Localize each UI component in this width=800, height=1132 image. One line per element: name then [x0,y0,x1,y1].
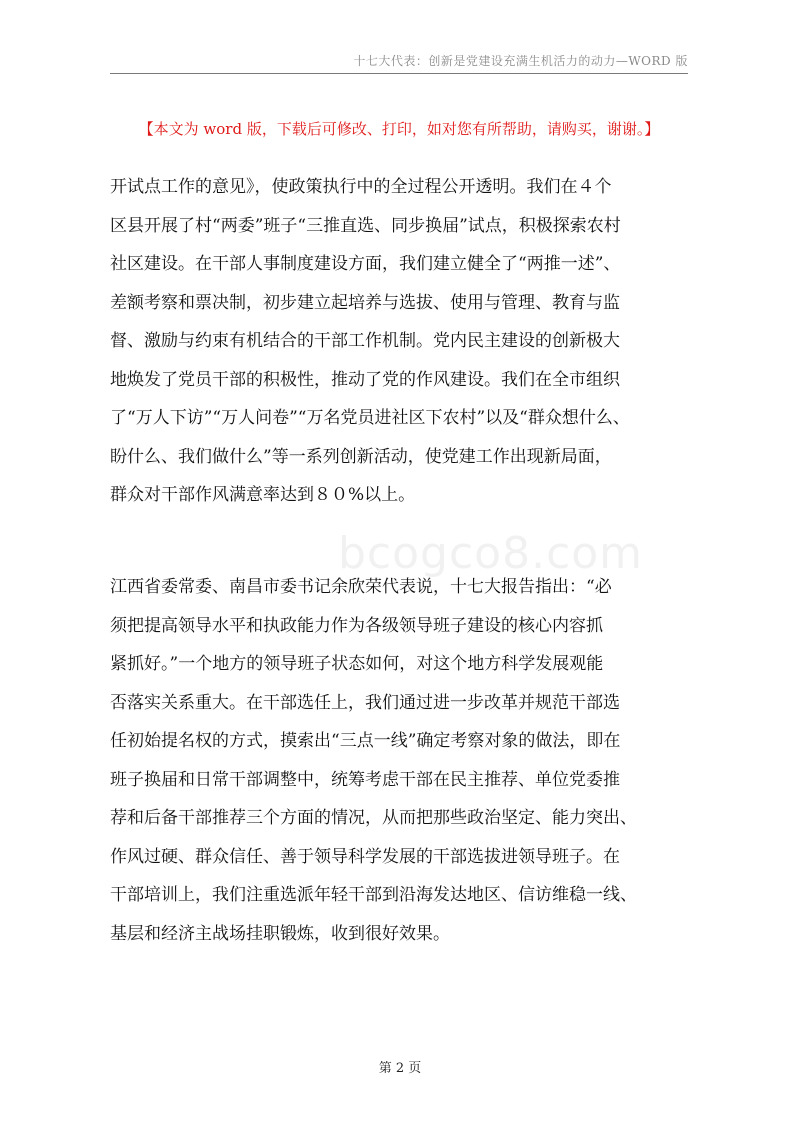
running-header-title: 十七大代表：创新是党建设充满生机活力的动力—WORD 版 [353,54,688,68]
text-line: 紧抓好。”一个地方的领导班子状态如何，对这个地方科学发展观能 [110,654,604,674]
text-line: 地焕发了党员干部的积极性，推动了党的作风建设。我们在全市组织 [110,369,620,390]
text-line: 任初始提名权的方式，摸索出“三点一线”确定考察对象的做法，即在 [110,731,621,751]
text-line: 开试点工作的意见》，使政策执行中的全过程公开透明。我们在４个 [110,177,612,197]
text-line: 盼什么、我们做什么”等一系列创新活动，使党建工作出现新局面， [110,446,612,467]
paragraph-1 [110,168,696,515]
text-line: 作风过硬、群众信任、善于领导科学发展的干部选拔进领导班子。在 [110,846,620,867]
text-line: 区县开展了村“两委”班子“三推直选、同步换届”试点，积极探索农村 [110,215,621,236]
watermark-text: bcogco8.com [338,528,644,579]
text-line: 荐和后备干部推荐三个方面的情况，从而把那些政治坚定、能力突出、 [110,808,637,828]
text-line: 差额考察和票决制，初步建立起培养与选拔、使用与管理、教育与监 [110,292,620,313]
text-line: 班子换届和日常干部调整中，统筹考虑干部在民主推荐、单位党委推 [110,769,620,790]
download-notice: 【本文为 word 版，下载后可修改、打印，如对您有所帮助，请购买，谢谢。】 [138,120,660,138]
text-line: 须把提高领导水平和执政能力作为各级领导班子建设的核心内容抓 [110,615,603,636]
text-line: 社区建设。在干部人事制度建设方面，我们建立健全了“两推一述”、 [110,254,621,274]
text-line: 干部培训上，我们注重选派年轻干部到沿海发达地区、信访维稳一线、 [110,885,637,905]
text-line: 基层和经济主战场挂职锻炼，收到很好效果。 [110,923,450,944]
text-line: 江西省委常委、南昌市委书记余欣荣代表说，十七大报告指出：“必 [110,577,612,597]
paragraph-2 [110,568,696,953]
text-line: 了“万人下访”“万人问卷”“万名党员进社区下农村”以及“群众想什么、 [110,408,630,428]
page-number: 第 2 页 [378,1061,422,1076]
text-line: 否落实关系重大。在干部选任上，我们通过进一步改革并规范干部选 [110,692,620,713]
text-line: 督、激励与约束有机结合的干部工作机制。党内民主建设的创新极大 [110,331,620,351]
text-line: 群众对干部作风满意率达到８０%以上。 [110,485,416,505]
header-divider [110,73,688,74]
